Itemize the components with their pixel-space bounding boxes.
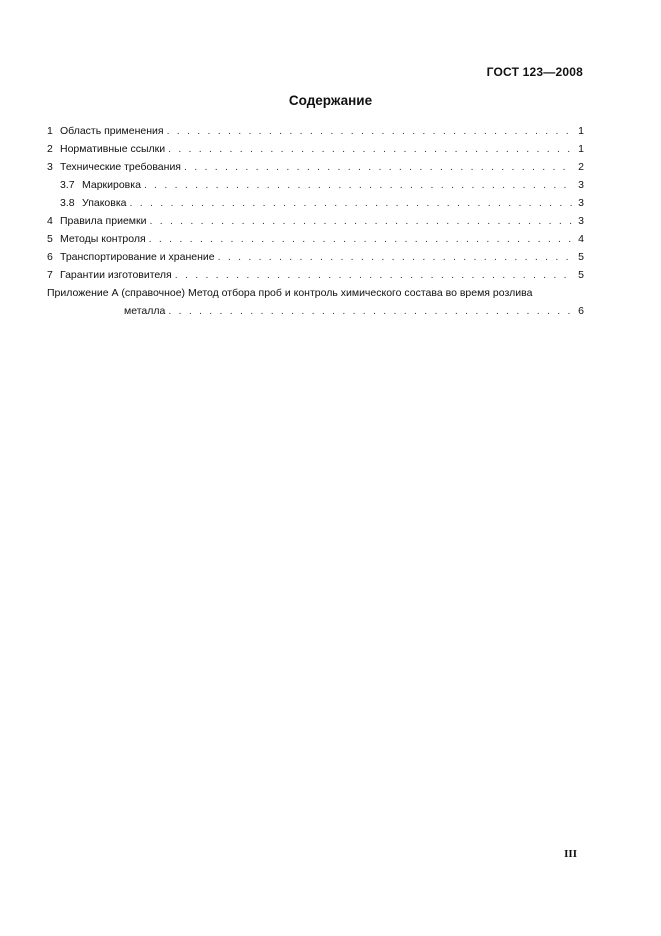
document-code: ГОСТ 123—2008 <box>486 65 583 79</box>
toc-entry-label: Упаковка <box>82 197 127 209</box>
page-number: III <box>564 848 577 860</box>
toc-entry-label: Правила приемки <box>60 215 147 227</box>
toc-entry-number: 3.7 <box>60 179 75 191</box>
toc-entry-number: 2 <box>47 143 53 155</box>
toc-entry-label: Транспортирование и хранение <box>60 251 215 263</box>
toc-entry-5[interactable] <box>47 230 584 248</box>
toc-entry-page: 1 <box>578 143 584 155</box>
toc-entry-appendix-a[interactable] <box>47 284 584 320</box>
toc-leader-dots <box>149 212 573 230</box>
toc-entry-number: 6 <box>47 251 53 263</box>
toc-entry-page: 3 <box>578 179 584 191</box>
toc-entry-page: 1 <box>578 125 584 137</box>
table-of-contents <box>47 122 584 320</box>
toc-entry-number: 5 <box>47 233 53 245</box>
toc-title: Содержание <box>288 93 373 108</box>
toc-leader-dots <box>168 302 573 320</box>
toc-entry-page: 4 <box>578 233 584 245</box>
toc-leader-dots <box>130 194 573 212</box>
toc-entry-3-7[interactable] <box>47 176 584 194</box>
toc-entry-number: 3.8 <box>60 197 75 209</box>
toc-entry-page: 6 <box>578 305 584 317</box>
appendix-title-continued: металла <box>124 305 166 317</box>
toc-entry-number: 1 <box>47 125 53 137</box>
toc-leader-dots <box>167 122 573 140</box>
toc-entry-label: Технические требования <box>60 161 181 173</box>
toc-entry-6[interactable] <box>47 248 584 266</box>
toc-entry-page: 2 <box>578 161 584 173</box>
toc-leader-dots <box>149 230 573 248</box>
toc-entry-page: 3 <box>578 215 584 227</box>
toc-leader-dots <box>175 266 573 284</box>
toc-entry-page: 5 <box>578 269 584 281</box>
toc-entry-number: 4 <box>47 215 53 227</box>
toc-entry-label: Гарантии изготовителя <box>60 269 172 281</box>
toc-leader-dots <box>144 176 573 194</box>
toc-entry-number: 7 <box>47 269 53 281</box>
toc-entry-3-8[interactable] <box>47 194 584 212</box>
toc-leader-dots <box>168 140 573 158</box>
toc-entry-label: Маркировка <box>82 179 141 191</box>
toc-entry-label: Методы контроля <box>60 233 146 245</box>
toc-leader-dots <box>184 158 573 176</box>
toc-entry-2[interactable] <box>47 140 584 158</box>
toc-entry-7[interactable] <box>47 266 584 284</box>
appendix-title: Приложение А (справочное) Метод отбора проб и контроль химического состава во время розлива <box>47 287 533 299</box>
toc-entry-number: 3 <box>47 161 53 173</box>
toc-leader-dots <box>218 248 573 266</box>
toc-entry-3[interactable] <box>47 158 584 176</box>
toc-entry-page: 5 <box>578 251 584 263</box>
toc-entry-label: Область применения <box>60 125 164 137</box>
appendix-continuation <box>47 302 584 320</box>
toc-entry-label: Нормативные ссылки <box>60 143 166 155</box>
toc-entry-1[interactable] <box>47 122 584 140</box>
toc-entry-page: 3 <box>578 197 584 209</box>
toc-entry-4[interactable] <box>47 212 584 230</box>
